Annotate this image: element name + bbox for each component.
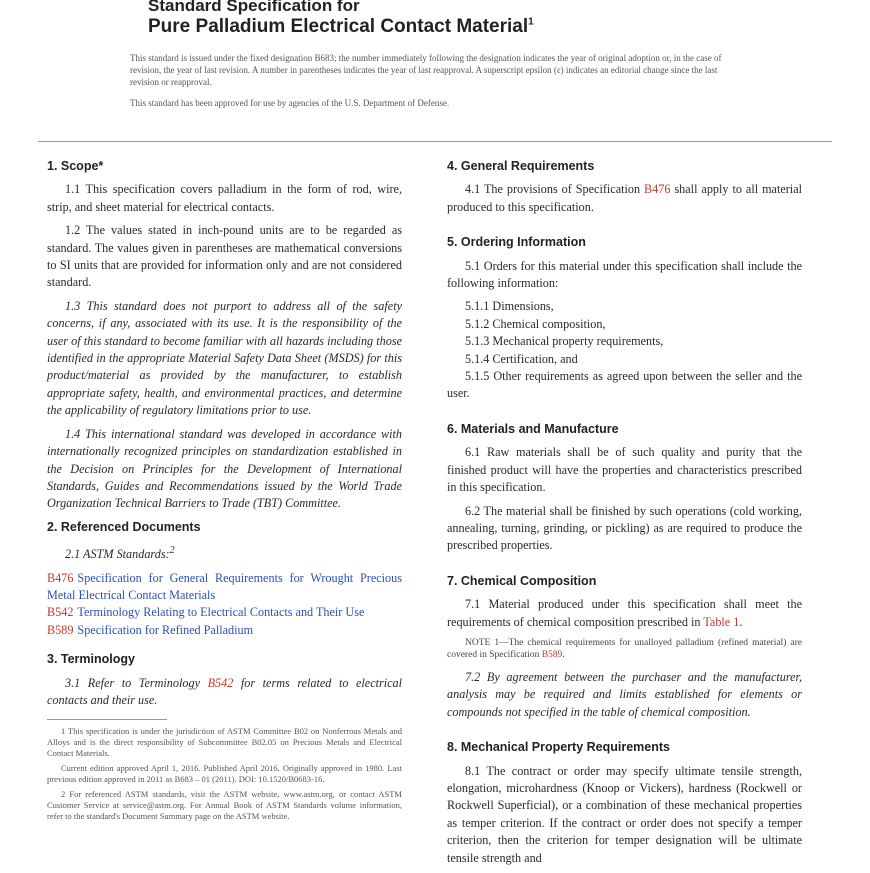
- ref-title[interactable]: Specification for General Requirements for Wrought Precious Metal Electrical Contact Materials: [47, 570, 402, 602]
- para-6-2: 6.2 The material shall be finished by such operations (cold working, annealing, turning, grinding, or pickling) as are required to produce the prescribed properties.: [447, 503, 802, 553]
- list-item: 5.1.5 Other requirements as agreed upon between the seller and the user.: [447, 369, 802, 401]
- section-4-heading: 4. General Requirements: [447, 159, 595, 173]
- ref-code[interactable]: B476: [47, 570, 74, 585]
- title-footnote-marker: 1: [528, 16, 534, 28]
- para-4-1-text-end: shall apply to all material produced to this specification.: [447, 182, 802, 214]
- para-7-1-text: 7.1 Material produced under this specification shall meet the requirements of chemical composition prescribed in: [447, 597, 802, 629]
- para-4-1-text: 4.1 The provisions of Specification: [465, 182, 641, 197]
- para-1-4: 1.4 This international standard was developed in accordance with internationally recognized principles on standardization established in the Decision on Principles for the Development of International Standards, Guides and Recommendations issued by the World Trade Organization Technical Barriers to Trade (TBT) Committee.: [47, 426, 402, 511]
- preamble: This standard is issued under the fixed designation B683; the number immediately following the designation indicates the year of original adoption or, in the case of revision, the year of last revision. A number in parentheses indicates the year of last reapproval. A superscript epsilon (ε) indicates an editorial change since the last revision or reapproval.: [130, 53, 722, 87]
- ref-title[interactable]: Terminology Relating to Electrical Contacts and Their Use: [77, 605, 365, 620]
- ref-code-b589[interactable]: B589: [541, 649, 563, 660]
- footnote-divider: [47, 719, 167, 720]
- list-item: 5.1.4 Certification, and: [465, 351, 578, 366]
- para-1-3: 1.3 This standard does not purport to address all of the safety concerns, if any, associated with its use. It is the responsibility of the user of this standard to become familiar with all hazards including those identified in the appropriate Material Safety Data Sheet (MSDS) for this product/material as provided by the manufacturer, to establish appropriate safety, health, and environmental practices, and determine the applicability of regulatory limitations prior to use.: [47, 298, 402, 418]
- para-5-1: 5.1 Orders for this material under this specification shall include the following information:: [447, 258, 802, 291]
- note-1: [447, 637, 802, 661]
- title-line-1: Standard Specification for: [148, 0, 360, 15]
- para-3-1-text-end: for terms related to electrical contacts and their use.: [47, 675, 403, 708]
- ref-code[interactable]: B542: [47, 605, 74, 620]
- para-1-2: 1.2 The values stated in inch-pound units are to be regarded as standard. The values given in parentheses are mathematical conversions to SI units that are provided for information only and are not considered standard.: [47, 223, 402, 290]
- left-column: [47, 152, 402, 826]
- section-7-heading: 7. Chemical Composition: [447, 573, 597, 588]
- reference-item[interactable]: [47, 570, 402, 605]
- list-item: 5.1.1 Dimensions,: [465, 299, 554, 314]
- section-8-heading: 8. Mechanical Property Requirements: [447, 740, 670, 755]
- note-1-text: NOTE 1—The chemical requirements for unalloyed palladium (refined material) are covered in Specification: [447, 637, 802, 660]
- para-7-1: [447, 596, 802, 631]
- right-column: [447, 152, 802, 873]
- section-2-heading: 2. Referenced Documents: [47, 519, 201, 534]
- para-4-1: [447, 181, 802, 216]
- para-2-1: [47, 542, 402, 563]
- list-item: 5.1.2 Chemical composition,: [465, 316, 606, 331]
- note-1-end: .: [562, 649, 565, 660]
- section-3-heading: 3. Terminology: [47, 652, 135, 667]
- para-7-2: 7.2 By agreement between the purchaser and the manufacturer, analysis may be required and limits established for elements or compounds not specified in the table of chemical composition.: [447, 669, 802, 719]
- title-line-2: [130, 16, 770, 38]
- section-6-heading: 6. Materials and Manufacture: [447, 421, 619, 436]
- ref-code-b542[interactable]: B542: [207, 675, 234, 690]
- footnote-1-edition: Current edition approved April 1, 2016. Published April 2016. Originally approved in 1980. Last previous edition approved in 2011 as B683 – 01 (2011). DOI: 10.1520/B0683-16.: [47, 763, 402, 785]
- para-6-1: 6.1 Raw materials shall be of such quality and purity that the finished product will have the properties and characteristics prescribed in this specification.: [447, 445, 802, 495]
- header-divider: [38, 141, 832, 142]
- para-3-1: [47, 675, 402, 710]
- document-title: Pure Palladium Electrical Contact Material: [148, 15, 529, 37]
- footnote-1: 1 This specification is under the jurisdiction of ASTM Committee B02 on Nonferrous Metals and Alloys and is the direct responsibility of Subcommittee B02.05 on Precious Metals and Electrical Contact Materials.: [47, 726, 402, 759]
- section-1-heading: 1. Scope*: [47, 159, 104, 173]
- para-3-1-text: 3.1 Refer to Terminology: [65, 675, 200, 690]
- document-header: [130, 0, 770, 108]
- para-7-1-end: .: [739, 614, 743, 629]
- dod-notice: This standard has been approved for use by agencies of the U.S. Department of Defense.: [130, 98, 450, 109]
- reference-item[interactable]: [47, 622, 402, 639]
- list-item: 5.1.3 Mechanical property requirements,: [465, 334, 664, 349]
- ref-code-b476[interactable]: B476: [644, 182, 671, 197]
- footnote-2: 2 For referenced ASTM standards, visit the ASTM website, www.astm.org, or contact ASTM Customer Service at service@astm.org. For Annual Book of ASTM Standards volume information, refer to the standard's Document Summary page on the ASTM website.: [47, 789, 402, 822]
- ref-title[interactable]: Specification for Refined Palladium: [77, 622, 254, 637]
- reference-item[interactable]: [47, 604, 402, 621]
- section-5-heading: 5. Ordering Information: [447, 235, 586, 250]
- astm-standards-label: 2.1 ASTM Standards:: [65, 547, 170, 562]
- ref-code[interactable]: B589: [47, 622, 74, 637]
- para-1-1: 1.1 This specification covers palladium in the form of rod, wire, strip, and sheet material for electrical contacts.: [47, 182, 402, 214]
- table-1-link[interactable]: Table 1: [703, 614, 740, 629]
- footnote-marker-2: 2: [169, 545, 175, 557]
- para-8-1: 8.1 The contract or order may specify ultimate tensile strength, elongation, microhardness (Knoop or Vickers), hardness (Rockwell or Rockwell Superficial), or a combination of these mechanical properties as temper criterion. If the contract or order does not specify a temper criterion, then the criterion for temper designation will be ultimate tensile strength and: [447, 763, 802, 865]
